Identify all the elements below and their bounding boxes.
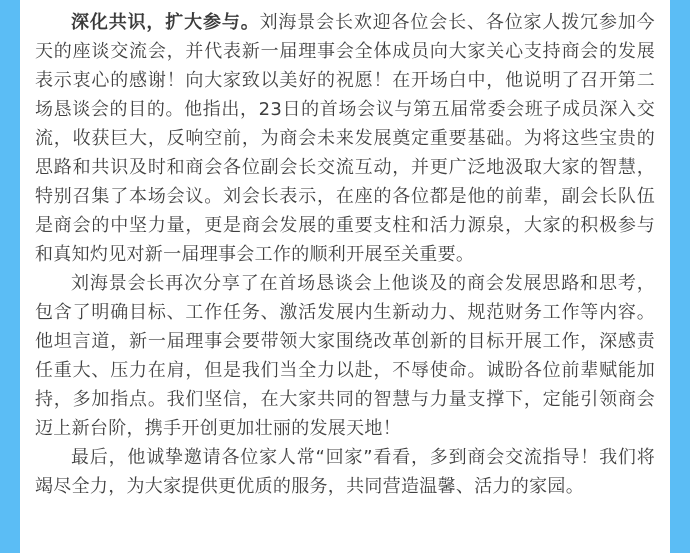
paragraph-1 xyxy=(35,8,655,269)
paragraph-1-lead: 深化共识，扩大参与。 xyxy=(71,12,260,33)
paragraph-2-text: 刘海景会长再次分享了在首场恳谈会上他谈及的商会发展思路和思考，包含了明确目标、工作任务、激活发展内生新动力、规范财务工作等内容。他坦言道，新一届理事会要带领大家围绕改革创新的目标开展工作，深感责任重大、压力在肩，但是我们当全力以赴，不辱使命。诚盼各位前辈赋能加持，多加指点。我们坚信，在大家共同的智慧与力量支撑下，定能引领商会迈上新台阶，携手开创更加壮丽的发展天地！ xyxy=(35,273,655,439)
paragraph-1-text: 刘海景会长欢迎各位会长、各位家人拨冗参加今天的座谈交流会，并代表新一届理事会全体成员向大家关心支持商会的发展表示衷心的感谢！向大家致以美好的祝愿！在开场白中，他说明了召开第二场恳谈会的目的。他指出，23日的首场会议与第五届常委会班子成员深入交流，收获巨大，反响空前，为商会未来发展奠定重要基础。为将这些宝贵的思路和共识及时和商会各位副会长交流互动，并更广泛地汲取大家的智慧，特别召集了本场会议。刘会长表示，在座的各位都是他的前辈，副会长队伍是商会的中坚力量，更是商会发展的重要支柱和活力源泉，大家的积极参与和真知灼见对新一届理事会工作的顺利开展至关重要。 xyxy=(35,12,655,265)
paragraph-3 xyxy=(35,443,655,501)
paragraph-2 xyxy=(35,269,655,443)
article-page xyxy=(20,0,670,553)
paragraph-3-text: 最后，他诚挚邀请各位家人常“回家”看看，多到商会交流指导！我们将竭尽全力，为大家提供更优质的服务，共同营造温馨、活力的家园。 xyxy=(35,447,655,497)
